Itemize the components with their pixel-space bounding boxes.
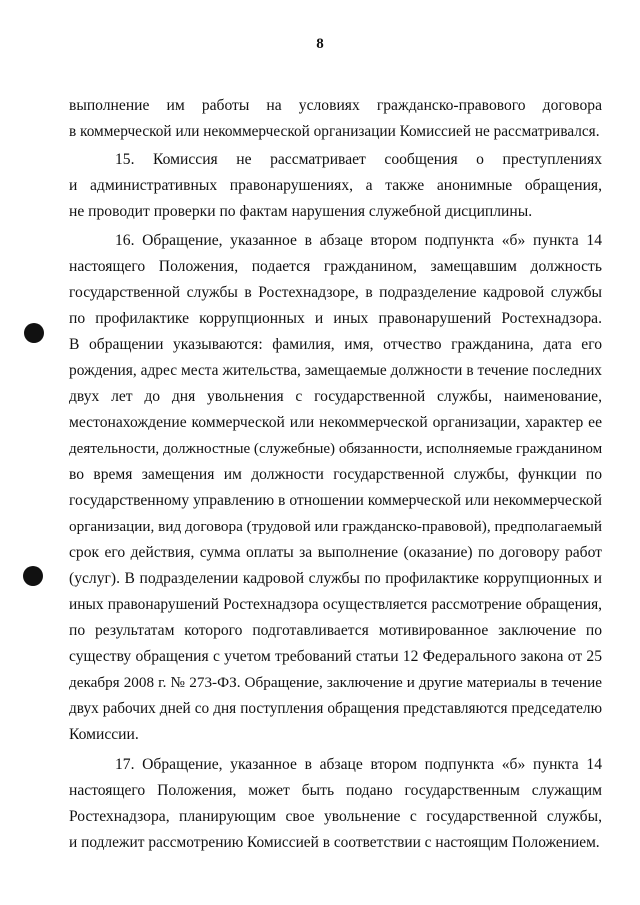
text-line: двух рабочих дней со дня поступления обращения представляются председателю: [69, 700, 602, 717]
text-line: в коммерческой или некоммерческой организации Комиссией не рассматривался.: [69, 123, 600, 140]
punch-hole-mark: [24, 323, 44, 343]
punch-hole-mark: [23, 566, 43, 586]
text-line: деятельности, должностные (служебные) обязанности, исполняемые гражданином: [69, 441, 603, 457]
paragraph: [69, 93, 602, 145]
text-line: срок его действия, сумма оплаты за выполнение (оказание) по договору работ: [69, 544, 602, 561]
text-line: и административных правонарушениях, а также анонимные обращения,: [69, 177, 602, 194]
text-line: иных правонарушений Ростехнадзора осуществляется рассмотрение обращения,: [69, 596, 602, 613]
text-line: по результатам которого подготавливается мотивированное заключение по: [69, 622, 602, 639]
document-body: [69, 93, 602, 856]
text-line: Ростехнадзора, планирующим свое увольнение с государственной службы,: [69, 808, 602, 825]
text-line: и подлежит рассмотрению Комиссией в соответствии с настоящим Положением.: [69, 834, 600, 851]
text-line: Комиссии.: [69, 726, 139, 743]
text-line: организации, вид договора (трудовой или гражданско-правовой), предполагаемый: [69, 518, 602, 535]
text-line: рождения, адрес места жительства, замещаемые должности в течение последних: [69, 362, 602, 379]
paragraph-item-16: [69, 228, 602, 748]
text-line: по профилактике коррупционных и иных правонарушений Ростехнадзора.: [69, 310, 602, 327]
paragraph-item-17: [69, 752, 602, 856]
text-line: местонахождение коммерческой или некоммерческой организации, характер ее: [69, 414, 602, 431]
text-line: настоящего Положения, может быть подано государственным служащим: [69, 782, 602, 799]
text-line: 16. Обращение, указанное в абзаце втором подпункта «б» пункта 14: [115, 232, 602, 249]
text-line: двух лет до дня увольнения с государственной службы, наименование,: [69, 388, 602, 405]
text-line: В обращении указываются: фамилия, имя, отчество гражданина, дата его: [69, 336, 602, 353]
text-line: (услуг). В подразделении кадровой службы по профилактике коррупционных и: [69, 570, 602, 587]
text-line: существу обращения с учетом требований статьи 12 Федерального закона от 25: [69, 648, 602, 665]
page-number: 8: [316, 36, 324, 52]
text-line: 17. Обращение, указанное в абзаце втором подпункта «б» пункта 14: [115, 756, 602, 773]
paragraph-item-15: [69, 147, 602, 225]
text-line: настоящего Положения, подается гражданином, замещавшим должность: [69, 258, 602, 275]
text-line: во время замещения им должности государственной службы, функции по: [69, 466, 602, 483]
text-line: государственному управлению в отношении коммерческой или некоммерческой: [69, 492, 602, 509]
text-line: выполнение им работы на условиях гражданско-правового договора: [69, 97, 602, 114]
text-line: государственной службы в Ростехнадзоре, в подразделение кадровой службы: [69, 284, 602, 301]
text-line: не проводит проверки по фактам нарушения служебной дисциплины.: [69, 203, 533, 220]
text-line: 15. Комиссия не рассматривает сообщения о преступлениях: [115, 151, 602, 168]
text-line: декабря 2008 г. № 273-ФЗ. Обращение, заключение и другие материалы в течение: [69, 674, 602, 691]
